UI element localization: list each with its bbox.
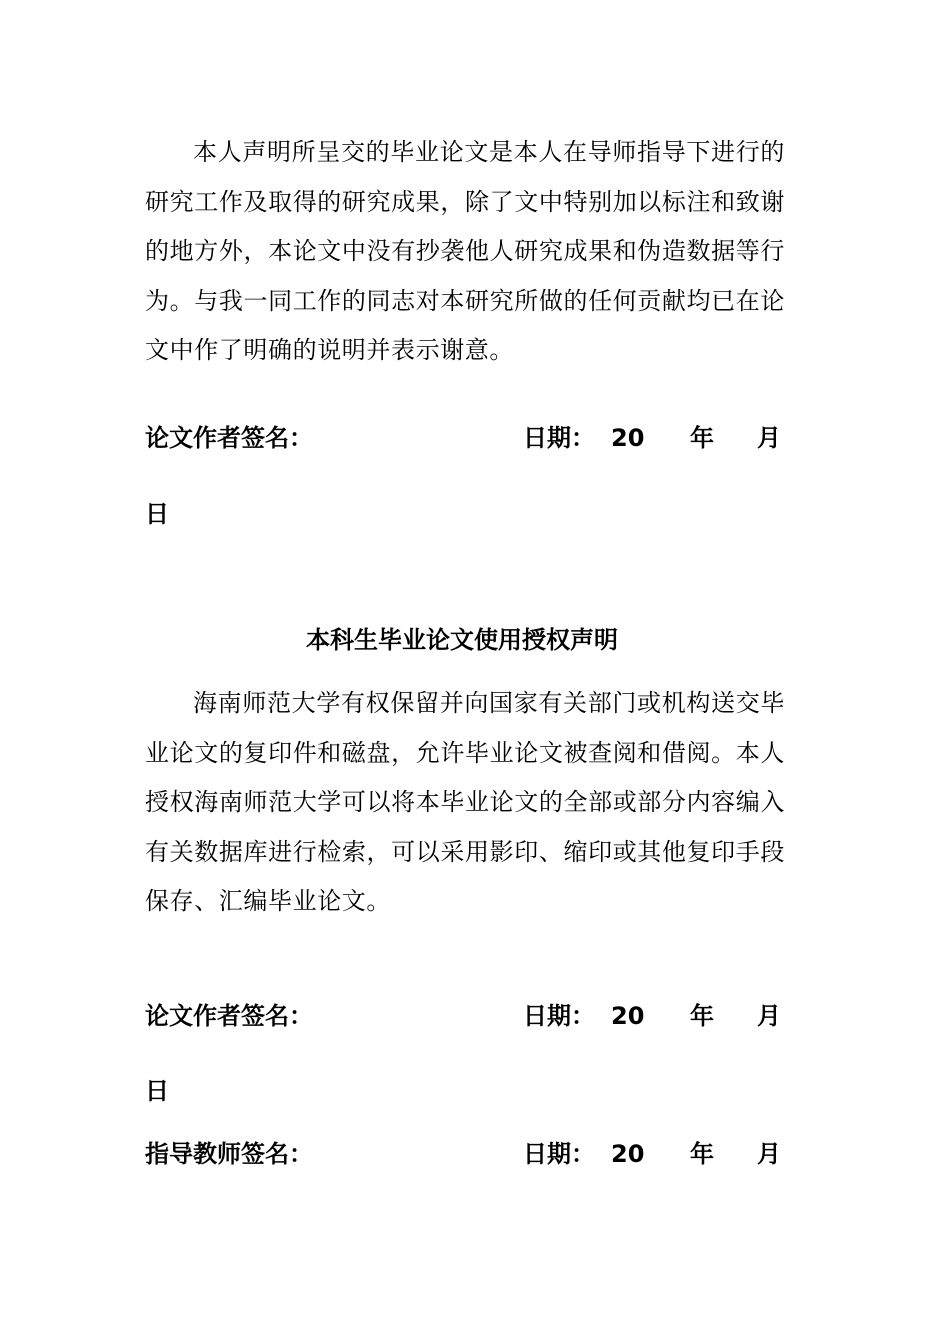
year-char: 年: [690, 1002, 714, 1030]
month-char: 月: [757, 1140, 781, 1168]
day-char: 日: [145, 500, 169, 528]
author-signature-row-2: [145, 996, 785, 1036]
author-signature-label: 论文作者签名：: [145, 1002, 313, 1030]
author-signature-label: 论文作者签名：: [145, 424, 313, 452]
year-prefix: 20: [611, 1140, 645, 1168]
year-prefix: 20: [611, 1002, 645, 1030]
date-label: 日期：: [523, 1002, 595, 1030]
month-char: 月: [757, 424, 781, 452]
month-char: 月: [757, 1002, 781, 1030]
advisor-signature-row: [145, 1134, 785, 1174]
authorization-title: 本科生毕业论文使用授权声明: [306, 626, 618, 654]
year-prefix: 20: [611, 424, 645, 452]
day-char: 日: [145, 1077, 169, 1105]
advisor-signature-label: 指导教师签名：: [145, 1140, 313, 1168]
author-signature-row: [145, 418, 785, 458]
authorization-paragraph: 海南师范大学有权保留并向国家有关部门或机构送交毕业论文的复印件和磁盘，允许毕业论文被查阅和借阅。本人授权海南师范大学可以将本毕业论文的全部或部分内容编入有关数据库进行检索，可以采用影印、缩印或其他复印手段保存、汇编毕业论文。: [145, 689, 785, 916]
declaration-paragraph: 本人声明所呈交的毕业论文是本人在导师指导下进行的研究工作及取得的研究成果，除了文中特别加以标注和致谢的地方外，本论文中没有抄袭他人研究成果和伪造数据等行为。与我一同工作的同志对本研究所做的任何贡献均已在论文中作了明确的说明并表示谢意。: [145, 138, 785, 365]
date-label: 日期：: [523, 1140, 595, 1168]
year-char: 年: [690, 1140, 714, 1168]
year-char: 年: [690, 424, 714, 452]
date-label: 日期：: [523, 424, 595, 452]
